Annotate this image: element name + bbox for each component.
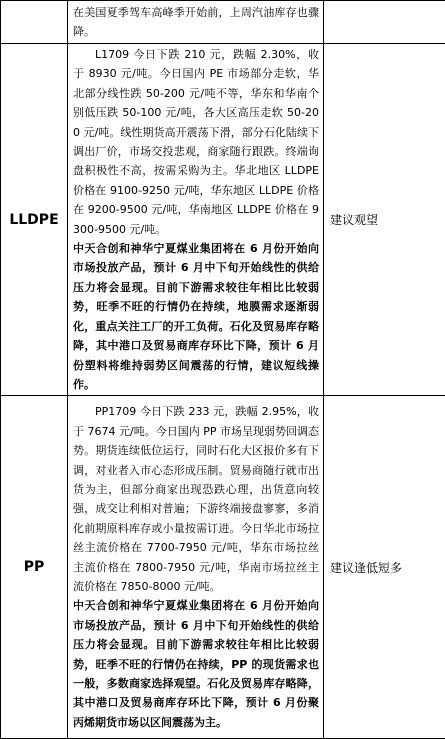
commodity-name-cell <box>1 1 68 44</box>
market-review-paragraph: PP1709 今日下跌 233 元，跌幅 2.95%，收于 7674 元/吨。今日国内 PP 市场呈现弱势回调态势。期货连续低位运行，同时石化大区报价多有下调，对业者入市心态形成压制。贸易商随行就市出货为主，但部分商家出现恐跌心理，出货意向较强，成交让利相对普遍；下游终端接盘寥寥，多消化前期原料库存或小量按需订进。今日华北市场拉丝主流价格在 7700-7950 元/吨，华东市场拉丝主流价格在 7800-7950 元/吨，华南市场拉丝主流价格在 7850-8000 元/吨。 <box>73 402 319 596</box>
commodity-name-cell: PP <box>1 396 68 739</box>
table-row-lldpe <box>1 44 445 396</box>
outlook-paragraph: 中天合创和神华宁夏煤业集团将在 6 月份开始向市场投放产品，预计 6 月中下旬开始线性的供给 压力将会显现。目前下游需求较往年相比比较弱势，旺季不旺的行情仍在持续，地膜需求逐渐弱化，重点关注工厂的开工负荷。石化及贸易库存略降，其中港口及贸易商库存环比下降，预计 6 月份塑料将维持弱势区间震荡的行情，建议短线操作。 <box>73 239 319 394</box>
analysis-cell <box>68 1 324 44</box>
analysis-cell <box>68 44 324 396</box>
table-row-pp <box>1 396 445 739</box>
table-row-crude-oil-continued <box>1 1 445 44</box>
advice-cell: 建议逢低短多 <box>324 396 445 739</box>
analysis-cell <box>68 396 324 739</box>
advice-cell <box>324 1 445 44</box>
commodity-name-cell: LLDPE <box>1 44 68 396</box>
analysis-paragraph: 在美国夏季驾车高峰季开始前，上周汽油库存也骤降。 <box>73 3 319 42</box>
market-review-paragraph: L1709 今日下跌 210 元，跌幅 2.30%，收于 8930 元/吨。今日国内 PE 市场部分走软，华北部分线性跌 50-200 元/吨不等，华东和华南个别低压跌 50-100 元/吨，各大区高压走软 50-200 元/吨。线性期货高开震荡下滑，部分石化陆续下调出厂价，市场交投悲观，商家随行跟跌。终端询盘积极性不高，按需采购为主。华北地区 LLDPE 价格在 9100-9250 元/吨，华东地区 LLDPE 价格在 9200-9500 元/吨，华南地区 LLDPE 价格在 9300-9500 元/吨。 <box>73 45 319 239</box>
outlook-paragraph: 中天合创和神华宁夏煤业集团将在 6 月份开始向市场投放产品，预计 6 月中下旬开始线性的供给 压力将会显现。目前下游需求较往年相比比较弱势，旺季不旺的行情仍在持续，PP 的现货需求也一般，多数商家选择观望。石化及贸易库存略降，其中港口及贸易商库存环比下降，预计 6 月份聚丙烯期货市场以区间震荡为主。 <box>73 596 319 732</box>
advice-cell: 建议观望 <box>324 44 445 396</box>
